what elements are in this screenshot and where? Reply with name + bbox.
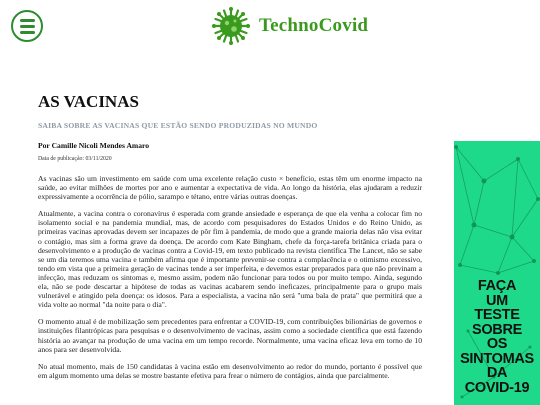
symptom-test-ad-banner[interactable] — [454, 141, 540, 405]
brand-name: TechnoCovid — [259, 15, 369, 36]
ad-line: SINTOMAS — [460, 350, 534, 367]
article-paragraph: No atual momento, mais de 150 candidatas à vacina estão em desenvolvimento ao redor do mundo, portanto é possível que em algum momento uma delas se mostre bastante efetiva para frear o número de contágios, ainda que parcialmente. — [38, 361, 422, 380]
virus-logo-icon — [211, 6, 251, 46]
menu-line-icon — [20, 31, 35, 34]
article — [38, 92, 422, 380]
article-author: Por Camille Nicoli Mendes Amaro — [38, 141, 150, 150]
menu-line-icon — [20, 25, 35, 28]
article-title: AS VACINAS — [38, 92, 139, 111]
ad-line: OS — [486, 336, 508, 352]
site-logo[interactable] — [211, 6, 368, 46]
ad-line: COVID-19 — [464, 379, 530, 396]
ad-headline — [454, 279, 540, 395]
ad-line: TESTE — [474, 307, 520, 323]
article-subtitle: SAIBA SOBRE AS VACINAS QUE ESTÃO SENDO PRODUZIDAS NO MUNDO — [38, 121, 318, 130]
article-paragraph: O momento atual é de mobilização sem precedentes para enfrentar a COVID-19, com contribuições bilionárias de governos e instituições filantrópicas para pesquisas e o desenvolvimento de vacinas, assim como a sociedade científica que está fazendo história ao avançar na produção de uma vacina em um tempo recorde. Normalmente, uma vacina eficaz leva em torno de 10 anos para ser desenvolvida. — [38, 317, 422, 354]
article-paragraph: As vacinas são um investimento em saúde com uma excelente relação custo × benefício, estas têm um enorme impacto na saúde, ao evitar milhões de mortes por ano e aumentar a expectativa de vida. Ao longo da história, elas ajudaram a reduzir expressivamente a ocorrência de pólio, sarampo e tétano, entre várias outras doenças. — [38, 174, 422, 202]
article-body — [38, 174, 422, 380]
publication-date: Data de publicação: 03/11/2020 — [38, 156, 112, 162]
menu-line-icon — [20, 19, 35, 22]
ad-line: UM — [486, 292, 508, 309]
ad-line: SOBRE — [471, 321, 523, 338]
menu-button[interactable] — [11, 10, 43, 42]
article-paragraph: Atualmente, a vacina contra o coronavírus é esperada com grande ansiedade e esperança de que ela venha a colocar fim no isolamento social e na pandemia mundial, mas, de acordo com pesquisadores do Estados Unidos e do Reino Unido, as primeiras vacinas aprovadas devem ser incapazes de pôr fim à pandemia, de modo que a grande maioria delas não visa evitar o contágio, mas sim a forma grave da doença. De acordo com Kate Bingham, chefe da força-tarefa britânica criada para o desenvolvimento e a produção de vacinas contra a Covid-19, em texto publicado na revista científica The Lancet, não se sabe se um dia teremos uma vacina e também afirma que é importante prevenir-se contra a complacência e o otimismo excessivo, tendo em vista que a primeira geração de vacinas tende a ser imperfeita, e devemos estar preparados para que não previnam a infecção, mas reduzam os sintomas e, mesmo assim, podem não funcionar para todos ou por muito tempo. Ainda, segundo ela, não se pode descartar a hipótese de todas as vacinas acabarem sendo ineficazes, principalmente para o grupo mais vulnerável e atingido pela doença: os idosos. Para a especialista, a vacina não será "uma bala de prata" que permitirá que a vida volte ao normal "da noite para o dia". — [38, 209, 422, 310]
ad-line: DA — [486, 365, 508, 381]
ad-line: FAÇA — [477, 278, 517, 294]
